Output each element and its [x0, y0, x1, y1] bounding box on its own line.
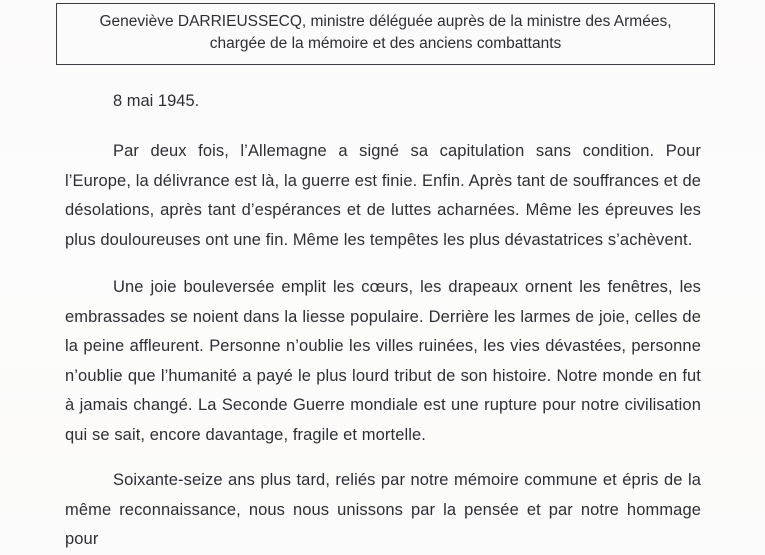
speaker-attribution-box	[56, 3, 715, 65]
speech-body	[65, 86, 701, 555]
paragraph: Une joie bouleversée emplit les cœurs, les drapeaux ornent les fenêtres, les embrassades se noient dans la liesse populaire. Derrière les larmes de joie, celles de la peine affleurent. Personne n’oublie les villes ruinées, les vies dévastées, personne n’oublie que l’humanité a payé le plus lourd tribut de son histoire. Notre monde en fut à jamais changé. La Seconde Guerre mondiale est une rupture pour notre civilisation qui se sait, encore davantage, fragile et mortelle.	[65, 278, 701, 444]
date-line: 8 mai 1945.	[113, 92, 200, 110]
paragraph: Par deux fois, l’Allemagne a signé sa capitulation sans condition. Pour l’Europe, la délivrance est là, la guerre est finie. Enfin. Après tant de souffrances et de désolations, après tant d’espérances et de luttes acharnées. Même les épreuves les plus douloureuses ont une fin. Même les tempêtes les plus dévastatrices s’achèvent.	[65, 142, 701, 249]
paragraph: Soixante-seize ans plus tard, reliés par notre mémoire commune et épris de la même reconnaissance, nous nous unissons par la pensée et par notre hommage pour	[65, 471, 701, 548]
speaker-attribution-text: Geneviève DARRIEUSSECQ, ministre déléguée auprès de la ministre des Armées, chargée de la mémoire et des anciens combattants	[99, 13, 672, 52]
